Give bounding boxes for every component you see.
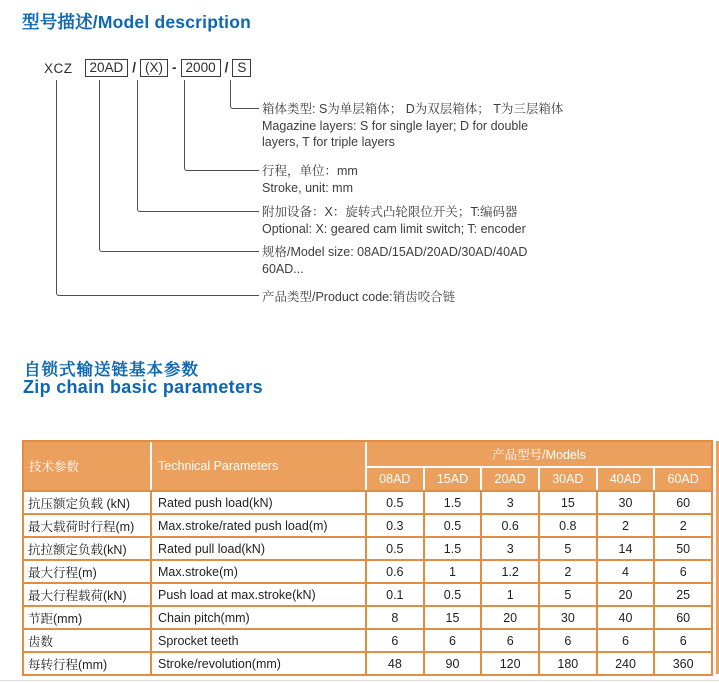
param-name-zh: 每转行程(mm) (24, 653, 150, 674)
model-header-08AD: 08AD (367, 468, 423, 490)
param-value: 48 (367, 653, 423, 674)
annotation-line: Magazine layers: S for single layer; D for double (262, 118, 529, 133)
param-value: 120 (482, 653, 538, 674)
model-header-30AD: 30AD (540, 468, 596, 490)
param-value: 360 (655, 653, 711, 674)
annotation-line: layers, T for triple layers (262, 135, 395, 149)
header-cell-zh: 技术参数 (24, 442, 150, 490)
param-value: 5 (540, 538, 596, 559)
param-value: 25 (655, 584, 711, 605)
param-value: 6 (425, 630, 481, 651)
code-part-separator: - (172, 60, 177, 75)
model-header-60AD: 60AD (655, 468, 711, 490)
param-value: 0.3 (367, 515, 423, 536)
param-name-zh: 齿数 (24, 630, 150, 651)
page-bottom-rule (0, 680, 719, 681)
param-name-en: Stroke/revolution(mm) (152, 653, 365, 674)
model-header-40AD: 40AD (598, 468, 654, 490)
annotation-line: Optional: X: geared cam limit switch; T: encoder (262, 221, 526, 236)
param-name-zh: 最大行程载荷(kN) (24, 584, 150, 605)
code-part-separator: / (224, 60, 229, 75)
param-name-zh: 抗压额定负载 (kN) (24, 492, 150, 513)
param-name-en: Rated pull load(kN) (152, 538, 365, 559)
annotation-line: 规格/Model size: 08AD/15AD/20AD/30AD/40AD (262, 245, 528, 259)
model-header-15AD: 15AD (425, 468, 481, 490)
model-code (44, 59, 252, 77)
param-value: 1.5 (425, 538, 481, 559)
param-value: 90 (425, 653, 481, 674)
annotation-line: 产品类型/Product code:销齿咬合链 (262, 290, 456, 304)
param-value: 1 (425, 561, 481, 582)
param-value: 6 (655, 630, 711, 651)
code-part-separator: / (132, 60, 137, 75)
code-part-box: (X) (140, 59, 168, 77)
param-name-en: Chain pitch(mm) (152, 607, 365, 628)
code-part-box: 2000 (181, 59, 221, 77)
param-value: 4 (598, 561, 654, 582)
param-name-en: Push load at max.stroke(kN) (152, 584, 365, 605)
model-code-parts (84, 59, 253, 77)
param-value: 1.5 (425, 492, 481, 513)
param-value: 6 (367, 630, 423, 651)
param-name-en: Rated push load(kN) (152, 492, 365, 513)
param-value: 6 (598, 630, 654, 651)
param-value: 0.5 (425, 515, 481, 536)
param-value: 6 (540, 630, 596, 651)
param-value: 50 (655, 538, 711, 559)
param-value: 14 (598, 538, 654, 559)
param-value: 1.2 (482, 561, 538, 582)
param-value: 0.5 (367, 538, 423, 559)
leader-line-magazine (230, 80, 259, 109)
param-value: 60 (655, 607, 711, 628)
annotation-line: 行程，单位：mm (262, 164, 358, 178)
param-value: 240 (598, 653, 654, 674)
parameters-table (22, 440, 713, 676)
param-value: 40 (598, 607, 654, 628)
param-value: 0.6 (367, 561, 423, 582)
section-title-zh: 自锁式输送链基本参数 (24, 361, 199, 379)
param-value: 60 (655, 492, 711, 513)
param-name-en: Max.stroke/rated push load(m) (152, 515, 365, 536)
annotation-line: Stroke, unit: mm (262, 180, 353, 195)
param-value: 6 (655, 561, 711, 582)
param-value: 30 (540, 607, 596, 628)
param-value: 5 (540, 584, 596, 605)
annotation-line: 箱体类型: S为单层箱体； D为双层箱体； T为三层箱体 (262, 102, 564, 116)
code-part-box: S (232, 59, 251, 77)
param-value: 15 (540, 492, 596, 513)
model-header-20AD: 20AD (482, 468, 538, 490)
table-body (24, 490, 711, 674)
param-value: 0.1 (367, 584, 423, 605)
annotation-stroke-unit (262, 163, 358, 196)
param-value: 2 (540, 561, 596, 582)
param-value: 0.5 (367, 492, 423, 513)
header-cell-en: Technical Parameters (152, 442, 365, 490)
param-name-zh: 抗拉额定负载(kN) (24, 538, 150, 559)
param-name-zh: 最大行程(m) (24, 561, 150, 582)
page-title: 型号描述/Model description (22, 12, 251, 32)
annotation-line: 60AD... (262, 261, 304, 276)
section-title-en: Zip chain basic parameters (23, 377, 263, 397)
param-value: 0.8 (540, 515, 596, 536)
param-value: 180 (540, 653, 596, 674)
param-name-zh: 节距(mm) (24, 607, 150, 628)
param-value: 15 (425, 607, 481, 628)
param-name-en: Max.stroke(m) (152, 561, 365, 582)
model-code-prefix: XCZ (44, 60, 73, 76)
code-part-box: 20AD (85, 59, 129, 77)
param-value: 1 (482, 584, 538, 605)
param-value: 2 (598, 515, 654, 536)
param-value: 20 (482, 607, 538, 628)
annotation-optional (262, 204, 526, 237)
param-name-en: Sprocket teeth (152, 630, 365, 651)
annotation-magazine-layers (262, 101, 563, 151)
annotation-product-code (262, 289, 455, 306)
annotation-model-size (262, 244, 527, 277)
header-cell-models-group: 产品型号/Models (367, 442, 711, 466)
param-value: 0.6 (482, 515, 538, 536)
annotation-line: 附加设备：X：旋转式凸轮限位开关；T:编码器 (262, 205, 518, 219)
param-name-zh: 最大载荷时行程(m) (24, 515, 150, 536)
param-value: 30 (598, 492, 654, 513)
param-value: 6 (482, 630, 538, 651)
param-value: 2 (655, 515, 711, 536)
param-value: 0.5 (425, 584, 481, 605)
param-value: 8 (367, 607, 423, 628)
param-value: 3 (482, 492, 538, 513)
param-value: 20 (598, 584, 654, 605)
param-value: 3 (482, 538, 538, 559)
table-header (24, 442, 711, 490)
